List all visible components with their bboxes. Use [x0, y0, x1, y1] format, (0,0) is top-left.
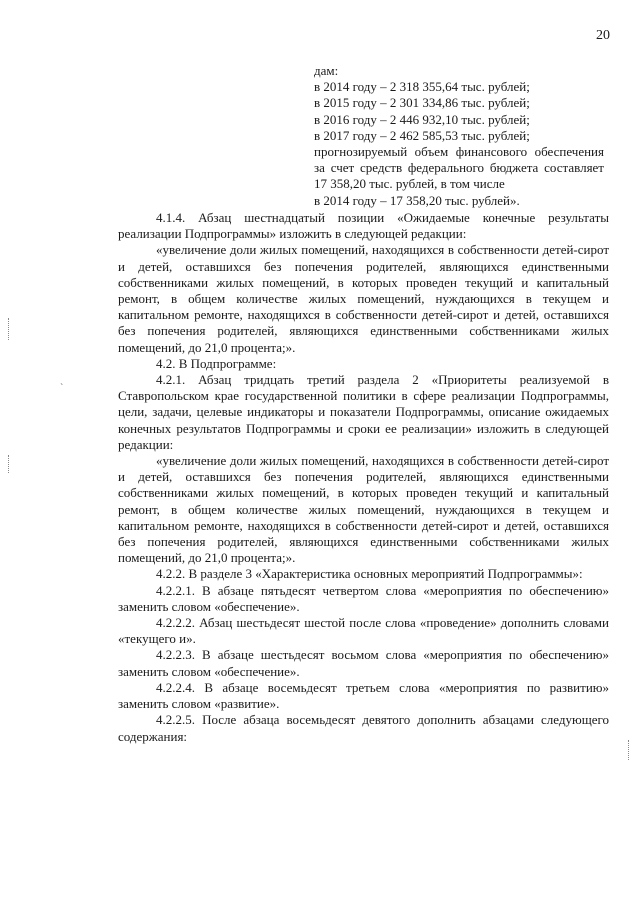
paragraph: 4.2.1. Абзац тридцать третий раздела 2 «Приоритеты реализуемой в Ставропольском крае государственной политики в сфере реализации Подпрограммы, цели, задачи, целевые индикаторы и показатели Подпрограммы, описание ожидаемых конечных результатов Подпрограммы и сроки ее реализации» изложить в следующей редакции:	[118, 372, 609, 452]
scan-margin-mark	[8, 318, 11, 340]
paragraph: 4.2. В Подпрограмме:	[156, 355, 277, 371]
paragraph: 4.2.2.1. В абзаце пятьдесят четвертом слова «мероприятия по обеспечению» заменить словом «обеспечение».	[118, 582, 609, 614]
page-number: 20	[596, 28, 610, 43]
budget-line: в 2014 году – 2 318 355,64 тыс. рублей;	[314, 79, 530, 95]
paragraph: 4.2.2.3. В абзаце шестьдесят восьмом слова «мероприятия по обеспечению» заменить словом «обеспечение».	[118, 647, 609, 679]
paragraph: 4.2.2. В разделе 3 «Характеристика основных мероприятий Подпрограммы»:	[156, 566, 583, 582]
document-body	[118, 210, 609, 745]
budget-forecast: прогнозируемый объем финансового обеспечения за счет средств федерального бюджета составляет 17 358,20 тыс. рублей, в том числе	[314, 144, 604, 192]
paragraph: 4.2.2.5. После абзаца восемьдесят девятого дополнить абзацами следующего содержания:	[118, 712, 609, 744]
scan-margin-mark	[628, 740, 631, 760]
paragraph: 4.2.2.4. В абзаце восемьдесят третьем слова «мероприятия по развитию» заменить словом «развитие».	[118, 679, 609, 712]
budget-line: в 2017 году – 2 462 585,53 тыс. рублей;	[314, 127, 530, 143]
budget-line: в 2014 году – 17 358,20 тыс. рублей».	[314, 192, 520, 208]
budget-line: дам:	[314, 63, 339, 78]
quoted-paragraph: «увеличение доли жилых помещений, находящихся в собственности детей-сирот и детей, оставшихся без попечения родителей, являющихся единственными собственниками жилых помещений, в которых проведен текущий и капитальный ремонт, в общем количестве жилых помещений, нуждающихся в текущем и капитальном ремонте, находящихся в собственности детей-сирот и детей, оставшихся без попечения родителей, являющихся единственными собственниками жилых помещений, до 21,0 процента;».	[118, 453, 609, 566]
budget-line: в 2015 году – 2 301 334,86 тыс. рублей;	[314, 95, 530, 111]
budget-line: в 2016 году – 2 446 932,10 тыс. рублей;	[314, 111, 530, 127]
budget-continuation	[314, 63, 604, 209]
paragraph: 4.1.4. Абзац шестнадцатый позиции «Ожидаемые конечные результаты реализации Подпрограммы» изложить в следующей редакции:	[118, 210, 609, 242]
paragraph: 4.2.2.2. Абзац шестьдесят шестой после слова «проведение» дополнить словами «текущего и».	[118, 615, 609, 647]
scan-margin-mark	[8, 455, 11, 473]
scan-speck: `	[60, 383, 64, 394]
quoted-paragraph: «увеличение доли жилых помещений, находящихся в собственности детей-сирот и детей, оставшихся без попечения родителей, являющихся единственными собственниками жилых помещений, в которых проведен текущий и капитальный ремонт, в общем количестве жилых помещений, нуждающихся в текущем и капитальном ремонте, находящихся в собственности детей-сирот и детей, оставшихся без попечения родителей, являющихся единственными собственниками жилых помещений, до 21,0 процента;».	[118, 242, 609, 355]
